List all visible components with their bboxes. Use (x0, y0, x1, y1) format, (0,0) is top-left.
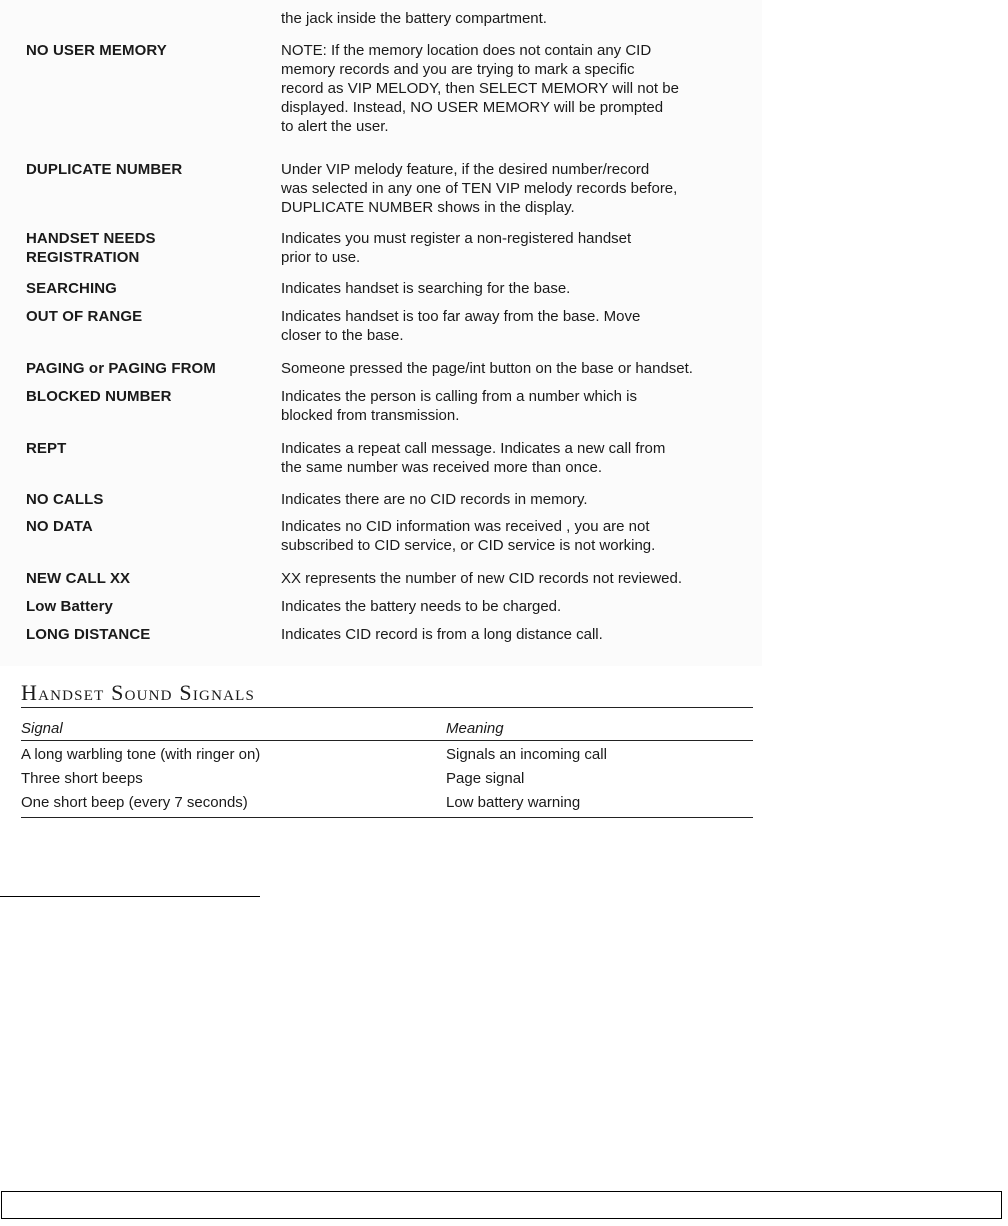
message-term: LONG DISTANCE (26, 626, 151, 643)
message-term: NO USER MEMORY (26, 42, 167, 59)
message-term: Low Battery (26, 598, 113, 615)
signal-cell: One short beep (every 7 seconds) (21, 794, 248, 811)
continuation-text: the jack inside the battery compartment. (281, 10, 547, 27)
message-term: NEW CALL XX (26, 570, 131, 587)
message-description: Someone pressed the page/int button on the base or handset. (281, 360, 693, 377)
message-description: Indicates there are no CID records in memory. (281, 491, 588, 508)
meaning-cell: Low battery warning (446, 794, 581, 811)
message-description: Under VIP melody feature, if the desired number/record was selected in any one of TEN VIP melody records before, DUPLICATE NUMBER shows in the display. (281, 161, 678, 216)
message-description: Indicates the battery needs to be charged. (281, 598, 562, 615)
table-bottom-rule (21, 817, 753, 818)
message-description: NOTE: If the memory location does not contain any CID memory records and you are trying to mark a specific record as VIP MELODY, then SELECT MEMORY will not be displayed. Instead, NO USER MEMORY will be prompted to alert the user. (281, 42, 679, 135)
header-divider (21, 740, 753, 741)
footer-box (1, 1191, 1002, 1219)
message-description: Indicates handset is searching for the base. (281, 280, 571, 297)
display-messages-panel (0, 0, 762, 666)
message-term: OUT OF RANGE (26, 308, 143, 325)
meaning-cell: Page signal (446, 770, 525, 787)
message-description: XX represents the number of new CID records not reviewed. (281, 570, 683, 587)
meaning-cell: Signals an incoming call (446, 746, 607, 763)
message-description: Indicates CID record is from a long distance call. (281, 626, 603, 643)
message-term: DUPLICATE NUMBER (26, 161, 183, 178)
message-term: HANDSET NEEDS REGISTRATION (26, 230, 156, 266)
message-description: Indicates a repeat call message. Indicates a new call from the same number was received more than once. (281, 440, 666, 476)
message-term: REPT (26, 440, 67, 457)
message-term: NO DATA (26, 518, 93, 535)
message-term: BLOCKED NUMBER (26, 388, 172, 405)
signal-cell: Three short beeps (21, 770, 143, 787)
message-description: Indicates you must register a non-registered handset prior to use. (281, 230, 632, 266)
message-term: PAGING or PAGING FROM (26, 360, 216, 377)
message-description: Indicates the person is calling from a number which is blocked from transmission. (281, 388, 638, 424)
footnote-separator (0, 896, 260, 897)
header-signal: Signal (21, 720, 63, 737)
title-underline (21, 707, 753, 708)
message-description: Indicates no CID information was received , you are not subscribed to CID service, or CID service is not working. (281, 518, 656, 554)
message-term: NO CALLS (26, 491, 104, 508)
header-meaning: Meaning (446, 720, 504, 737)
section-title: Handset Sound Signals (21, 680, 256, 705)
signal-cell: A long warbling tone (with ringer on) (21, 746, 261, 763)
message-description: Indicates handset is too far away from the base. Move closer to the base. (281, 308, 641, 344)
message-term: SEARCHING (26, 280, 117, 297)
